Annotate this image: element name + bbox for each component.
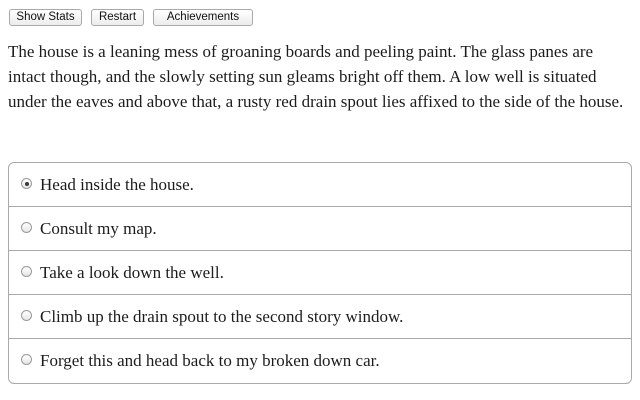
choice-option-head-inside[interactable] — [9, 163, 631, 207]
choice-label: Take a look down the well. — [40, 263, 224, 282]
show-stats-button[interactable]: Show Stats — [9, 9, 82, 26]
achievements-button[interactable]: Achievements — [153, 9, 253, 26]
choice-label: Head inside the house. — [40, 175, 194, 194]
radio-icon[interactable] — [21, 266, 32, 277]
choice-list — [8, 162, 632, 384]
radio-icon[interactable] — [21, 222, 32, 233]
choice-option-look-down-well[interactable] — [9, 251, 631, 295]
choice-label: Climb up the drain spout to the second story window. — [40, 307, 404, 326]
restart-button[interactable]: Restart — [91, 9, 144, 26]
radio-icon[interactable] — [21, 310, 32, 321]
choice-label: Forget this and head back to my broken down car. — [40, 351, 380, 370]
choice-label: Consult my map. — [40, 219, 157, 238]
radio-icon[interactable] — [21, 354, 32, 365]
choice-option-consult-map[interactable] — [9, 207, 631, 251]
choice-option-climb-drain-spout[interactable] — [9, 295, 631, 339]
radio-selected-icon[interactable] — [21, 178, 32, 189]
story-passage: The house is a leaning mess of groaning boards and peeling paint. The glass panes are intact though, and the slowly setting sun gleams bright off them. A low well is situated under the eaves and above that, a rusty red drain spout lies affixed to the side of the house. — [8, 42, 624, 111]
choice-option-head-back-to-car[interactable] — [9, 339, 631, 383]
